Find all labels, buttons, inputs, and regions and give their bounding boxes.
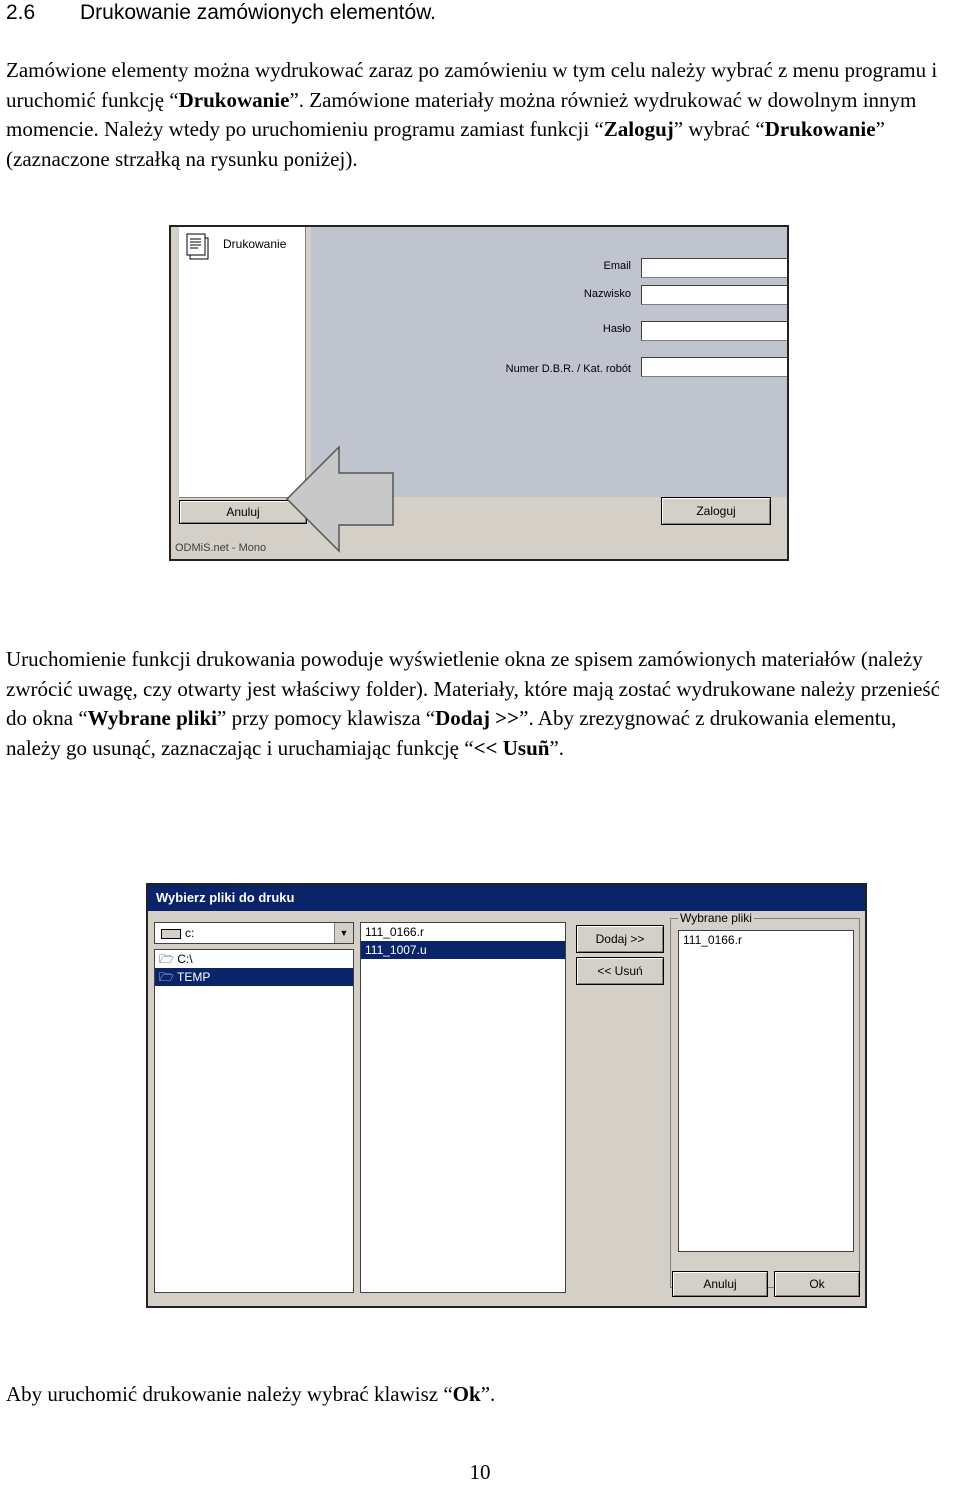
- ok-button[interactable]: Ok: [774, 1271, 860, 1297]
- number-label: Numer D.B.R. / Kat. robót: [505, 363, 631, 375]
- file-list: [360, 922, 566, 1293]
- email-field[interactable]: [641, 258, 789, 278]
- dialog-title: Wybierz pliki do druku: [148, 885, 865, 911]
- section-title: Drukowanie zamówionych elementów.: [80, 1, 437, 24]
- left-arrow-icon: [285, 445, 395, 553]
- drive-select[interactable]: [154, 922, 354, 944]
- chevron-down-icon[interactable]: ▼: [334, 923, 353, 943]
- email-label: Email: [603, 260, 631, 272]
- chosen-file-item[interactable]: 111_0166.r: [683, 933, 742, 947]
- text-run: Uruchomienie funkcji drukowania powoduje wyświetlenie okna ze spisem zamówionych materiałów (należy zwrócić uwagę, czy otwarty jest właściwy folder). Materiały, które mają zostać wydrukowane należy przenieść do okna “: [6, 647, 940, 731]
- file-item[interactable]: 111_0166.r: [365, 925, 424, 939]
- password-label: Hasło: [602, 323, 631, 335]
- remove-button[interactable]: << Usuń: [576, 957, 664, 985]
- text-run: ”.: [480, 1382, 496, 1406]
- drive-value: c:: [185, 926, 195, 940]
- surname-label: Nazwisko: [583, 288, 631, 300]
- status-bar-text: ODMiS.net - Mono: [175, 542, 267, 554]
- folder-open-icon: 🗁: [159, 970, 177, 984]
- bold-term: Dodaj >>: [435, 706, 520, 731]
- print-icon-label[interactable]: Drukowanie: [223, 237, 287, 251]
- number-field[interactable]: [641, 357, 789, 377]
- intro-paragraph: [6, 56, 956, 174]
- section-heading: [6, 0, 436, 26]
- text-run: ”. Aby zrezygnować z drukowania elementu, należy go usunąć, zaznaczając i uruchamiając funkcję “: [6, 706, 897, 760]
- chosen-files-label: Wybrane pliki: [680, 911, 752, 925]
- section-number: 2.6: [6, 1, 36, 24]
- text-run: Zamówione elementy można wydrukować zaraz po zamówieniu w tym celu należy wybrać z menu programu i uruchomić funkcję “: [6, 58, 938, 112]
- text-run: ”.: [549, 735, 565, 760]
- surname-field[interactable]: [641, 285, 789, 305]
- final-paragraph: [6, 1380, 956, 1410]
- file-item[interactable]: 111_1007.u: [361, 941, 565, 959]
- folder-label: C:\: [177, 952, 193, 966]
- bold-term: Zaloguj: [603, 117, 674, 142]
- print-document-icon[interactable]: [185, 231, 215, 261]
- bold-term: << Usuñ: [473, 735, 550, 760]
- print-paragraph: [6, 645, 956, 763]
- text-run: ” (zaznaczone strzałką na rysunku poniżej).: [6, 117, 885, 171]
- folder-item[interactable]: [155, 950, 353, 968]
- text-run: ” wybrać “: [673, 117, 765, 142]
- cancel-button[interactable]: Anuluj: [179, 500, 307, 524]
- drive-icon: [161, 929, 181, 939]
- text-run: Aby uruchomić drukowanie należy wybrać klawisz “: [6, 1382, 453, 1406]
- bold-term: Drukowanie: [178, 87, 290, 112]
- folder-item[interactable]: [155, 968, 353, 986]
- folder-open-icon: 🗁: [159, 952, 178, 966]
- print-files-dialog-screenshot: [146, 883, 867, 1308]
- folder-label: TEMP: [177, 970, 211, 984]
- add-button[interactable]: Dodaj >>: [576, 925, 664, 953]
- chosen-file-list: [678, 930, 854, 1252]
- bold-term: Drukowanie: [764, 117, 876, 142]
- bold-term: Ok: [452, 1382, 481, 1406]
- page-number: 10: [469, 1460, 491, 1484]
- text-run: ”. Zamówione materiały można również wydrukować w dowolnym innym momencie. Należy wtedy po uruchomieniu programu zamiast funkcji “: [6, 87, 917, 142]
- text-run: ” przy pomocy klawisza “: [217, 706, 436, 731]
- login-window-screenshot: [169, 225, 789, 561]
- password-field[interactable]: [641, 321, 789, 341]
- login-button[interactable]: Zaloguj: [661, 497, 771, 525]
- cancel-button[interactable]: Anuluj: [672, 1271, 768, 1297]
- bold-term: Wybrane pliki: [87, 706, 217, 731]
- folder-list: [154, 949, 354, 1293]
